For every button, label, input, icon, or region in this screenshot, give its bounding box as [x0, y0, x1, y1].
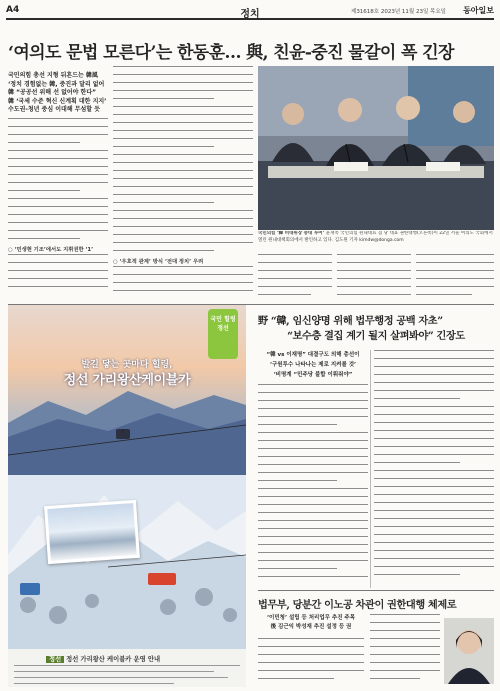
deck-line: “韓 vs 이재명” 대결구도 의해 총선이 [266, 352, 360, 358]
lead-subhead-1: ○ ‘민생현 기조’에서도 지휘권한 ‘1’ [8, 246, 94, 253]
issue-date: 제31618호 2023년 11월 23일 목요일 [351, 9, 446, 15]
deck-line: ‘이민청’ 설립 등 처리업무 추진 주목 [266, 615, 356, 621]
deck-line: ‘비명계 “민주당 불합 이뤄줘야” [273, 372, 353, 378]
deck-line: ‘정치 경험없는 韓, 중진과 달리 없어 [8, 80, 105, 88]
lead-photo [258, 66, 494, 230]
lead-body-column-1 [8, 118, 108, 304]
ad-info-tag: 정선 [46, 656, 64, 663]
ad-info-title [46, 654, 160, 663]
ad-slogan: 발길 닿는 곳마다 힐링, [81, 360, 173, 370]
article3-body-column-2 [370, 614, 440, 688]
page-number: A4 [6, 5, 20, 15]
ad-title: 정선 가리왕산케이블카 [63, 373, 191, 388]
column-divider [370, 350, 371, 588]
article2-body-column-1 [258, 384, 368, 589]
cable-car-gondola-icon [148, 573, 176, 585]
deck-line: 국민의힘 총선 지형 뒤흔드는 韓風 [8, 72, 98, 79]
lead-photo-caption [258, 231, 494, 251]
lead-body-column-4 [337, 254, 411, 304]
lead-subhead-2: ○ ‘우호적 관계’ 방식 ‘전대 정치’ 우려 [113, 258, 204, 265]
lead-body-column-3 [258, 254, 332, 304]
official-portrait [444, 618, 494, 684]
caption-title: 국민의힘 ‘韓 비대위장 중대 투어’ [258, 231, 325, 236]
ad-brand-badge: 국민 힐링 정선 [208, 309, 238, 359]
deck-line: ‘구원투수 나타나는 제로 지켜볼 것’ [269, 362, 357, 368]
lead-body-column-5 [416, 254, 494, 304]
lead-headline: ‘여의도 문법 모른다’는 한동훈… 與, 친윤-중진 물갈이 폭 긴장 [8, 43, 454, 63]
ad-info-box [8, 649, 246, 687]
lead-deck [8, 72, 108, 115]
portrait-photo [444, 618, 494, 684]
page-header [6, 4, 494, 20]
lead-body-column-2 [113, 66, 253, 304]
caption-text: 윤재옥 국민의힘 원내대표 겸 당 대표 권한대행(오른쪽)이 22일 서울 여의도 국회에서 열린 원내대책회의에서 발언하고 있다. 김도원 기자 kimdw@donga.com [258, 231, 493, 243]
section-title: 정치 [240, 9, 260, 20]
deck-line: 後 김근익 박성재 추진 설정 등 권 [270, 624, 352, 630]
article2-headline-2: “보수층 결집 계기 될지 살펴봐야” 긴장도 [287, 330, 465, 342]
article3-headline: 법무부, 당분간 이노공 차관이 권한대행 체제로 [258, 599, 457, 611]
press-conference-photo [258, 66, 494, 230]
newspaper-logo: 동아일보 [463, 5, 494, 15]
article2-body-column-2 [374, 350, 494, 589]
deck-line: 수도권-청년 중심 이대해 무섬할 듯 [8, 106, 100, 113]
article2-deck [258, 350, 368, 380]
article3-deck [258, 614, 364, 632]
article2-headline: 野 “韓, 임신양명 위해 법무행정 공백 자초” [258, 315, 443, 327]
article3-body-column-1 [258, 638, 364, 688]
deck-line: 韓 “공공선 위해 선 없어야 한다” [8, 89, 97, 96]
ad-postcard-photo [44, 500, 140, 564]
deck-line: 韓 ‘국세 수준 혁신 신계획 대한 지지’ [8, 97, 107, 105]
cable-car-advertisement [8, 305, 246, 687]
section-divider [258, 590, 494, 591]
ad-info-heading: 정선 가리왕산 케이블카 운영 안내 [66, 656, 161, 663]
